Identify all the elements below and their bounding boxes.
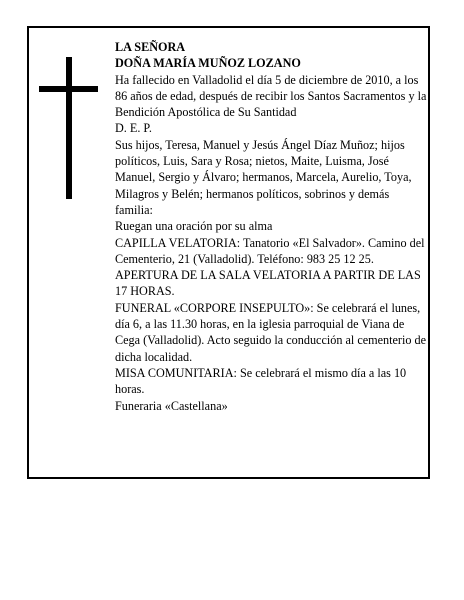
- chapel-info: CAPILLA VELATORIA: Tanatorio «El Salvador». Camino del Cementerio, 21 (Valladolid). Teléfono: 983 25 12 25.: [115, 235, 425, 266]
- cross-icon-crossbar: [39, 86, 98, 92]
- cross-icon: [66, 57, 72, 199]
- prayer-request: Ruegan una oración por su alma: [115, 219, 273, 234]
- obituary-text: [115, 39, 427, 414]
- rip: D. E. P.: [115, 121, 152, 136]
- death-announcement: Ha fallecido en Valladolid el día 5 de diciembre de 2010, a los 86 años de edad, después de recibir los Santos Sacramentos y la Bendición Apostólica de Su Santidad: [115, 72, 427, 120]
- funeral-info: FUNERAL «CORPORE INSEPULTO»: Se celebrará el lunes, día 6, a las 11.30 horas, en la iglesia parroquial de Viana de Cega (Valladolid). Acto seguido la conducción al cementerio de dicha localidad.: [115, 300, 427, 364]
- community-mass: MISA COMUNITARIA: Se celebrará el mismo día a las 10 horas.: [115, 365, 407, 397]
- obituary-frame: [27, 26, 430, 479]
- funeral-home: Funeraria «Castellana»: [115, 398, 228, 413]
- family-list: Sus hijos, Teresa, Manuel y Jesús Ángel Díaz Muñoz; hijos políticos, Luis, Sara y Rosa; nietos, Maite, Luisma, José Manuel, Sergio y Álvaro; hermanos, Marcela, Aurelio, Toya, Milagros y Belén; hermanos políticos, sobrinos y demás familia:: [115, 137, 412, 217]
- opening-time: APERTURA DE LA SALA VELATORIA A PARTIR DE LAS 17 HORAS.: [115, 268, 421, 299]
- title-line-1: LA SEÑORA: [115, 40, 186, 54]
- title-line-2: DOÑA MARÍA MUÑOZ LOZANO: [115, 56, 301, 71]
